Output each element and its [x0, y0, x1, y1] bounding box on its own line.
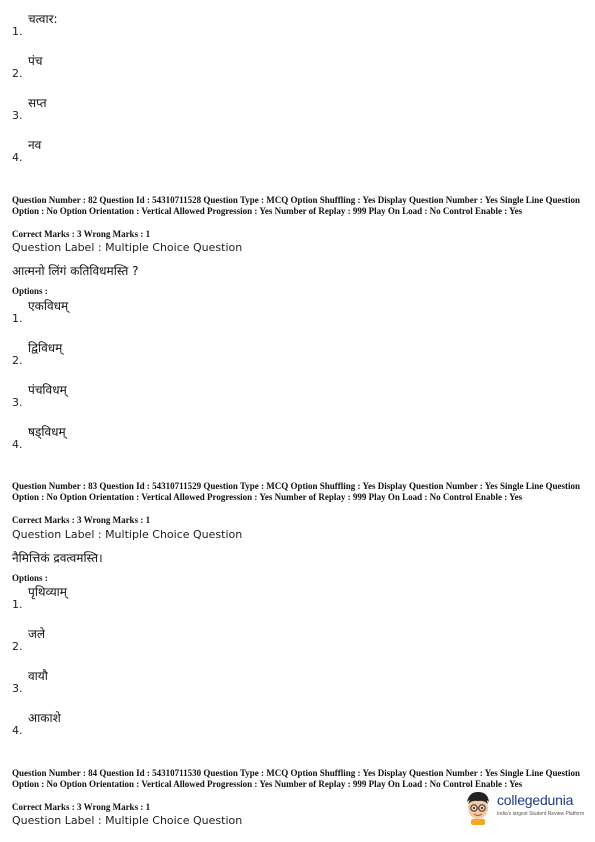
option-text: नव — [28, 138, 42, 152]
option-text: चत्वार: — [28, 12, 58, 26]
brand-tagline: India's largest Student Review Platform — [497, 811, 585, 817]
option-text: एकविधम् — [28, 299, 69, 313]
option-text: षड्विधम् — [28, 425, 66, 439]
question-84-marks: Correct Marks : 3 Wrong Marks : 1 — [12, 802, 151, 812]
question-82-options-heading: Options : — [12, 286, 48, 296]
question-83-text: नैमित्तिकं द्रवत्वमस्ति। — [12, 551, 103, 565]
option-text: सप्त — [28, 96, 47, 110]
option-number: 2. — [12, 67, 23, 80]
question-83-marks: Correct Marks : 3 Wrong Marks : 1 — [12, 515, 151, 525]
collegedunia-watermark — [463, 788, 588, 828]
option-text: द्विविधम् — [28, 341, 63, 355]
question-84-meta: Question Number : 84 Question Id : 54310711530 Question Type : MCQ Option Shuffling : Yes Display Question Number : Yes Single Line Question Option : No Option Orientation : Vertical Allowed Progression : Yes Number of Replay : 999 Play On Load : No Control Enable : Yes — [12, 768, 580, 789]
question-83-options-heading: Options : — [12, 573, 48, 583]
question-82-meta: Question Number : 82 Question Id : 54310711528 Question Type : MCQ Option Shuffling : Yes Display Question Number : Yes Single Line Question Option : No Option Orientation : Vertical Allowed Progression : Yes Number of Replay : 999 Play On Load : No Control Enable : Yes — [12, 195, 580, 216]
option-number: 2. — [12, 640, 23, 653]
option-text: जले — [28, 627, 46, 641]
option-number: 2. — [12, 354, 23, 367]
question-83-meta: Question Number : 83 Question Id : 54310711529 Question Type : MCQ Option Shuffling : Yes Display Question Number : Yes Single Line Question Option : No Option Orientation : Vertical Allowed Progression : Yes Number of Replay : 999 Play On Load : No Control Enable : Yes — [12, 481, 580, 502]
option-text: आकाशे — [28, 711, 61, 725]
question-82-text: आत्मनो लिंगं कतिविधमस्ति ? — [12, 264, 139, 278]
option-number: 1. — [12, 598, 23, 611]
option-text: पंचविधम् — [28, 383, 67, 397]
option-text: पंच — [28, 54, 43, 68]
option-number: 3. — [12, 396, 23, 409]
option-number: 1. — [12, 25, 23, 38]
question-84-label: Question Label : Multiple Choice Question — [12, 814, 243, 827]
option-text: पृथिव्याम् — [28, 585, 67, 599]
option-number: 3. — [12, 682, 23, 695]
option-text: वायौ — [28, 669, 48, 683]
option-number: 4. — [12, 724, 23, 737]
mascot-face-icon — [463, 790, 493, 826]
question-82-label: Question Label : Multiple Choice Question — [12, 241, 243, 254]
option-number: 3. — [12, 109, 23, 122]
option-number: 4. — [12, 438, 23, 451]
option-number: 1. — [12, 312, 23, 325]
brand-name: collegedunia — [497, 792, 574, 808]
question-82-marks: Correct Marks : 3 Wrong Marks : 1 — [12, 229, 151, 239]
option-number: 4. — [12, 151, 23, 164]
question-83-label: Question Label : Multiple Choice Question — [12, 528, 243, 541]
